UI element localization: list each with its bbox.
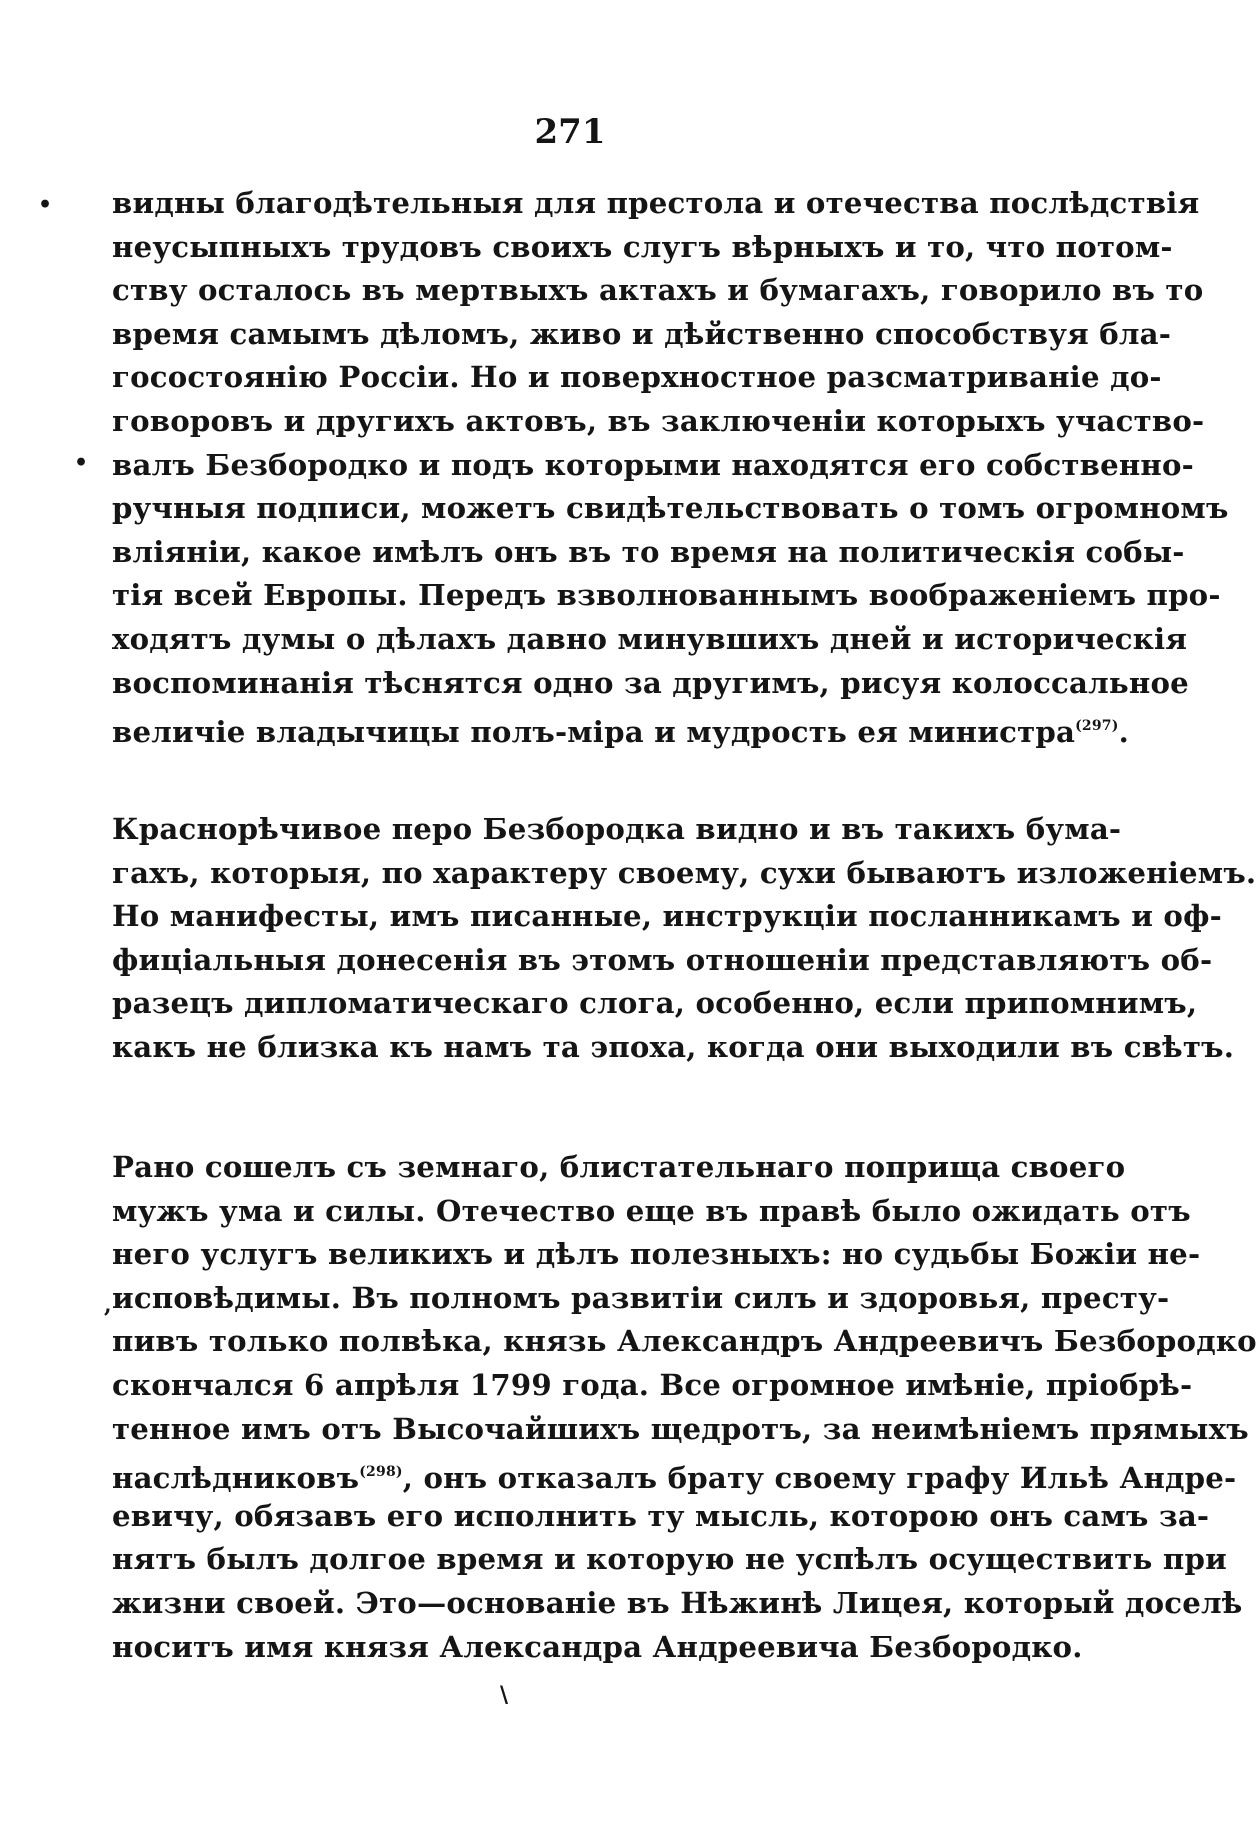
text-line: пивъ только полвѣка, князь Александръ Андреевичъ Безбородко [112, 1324, 1257, 1359]
text-line: госостоянію Россіи. Но и поверхностное разсматриваніе до- [112, 360, 1162, 395]
text-line: жизни своей. Это—основаніе въ Нѣжинѣ Лицея, который доселѣ [112, 1585, 1243, 1620]
text-line: разецъ дипломатическаго слога, особенно, если припомнимъ, [112, 986, 1198, 1021]
text-line: евичу, обязавъ его исполнить ту мысль, которою онъ самъ за- [112, 1498, 1210, 1533]
page-number: 271 [534, 112, 606, 152]
paragraph-2 [112, 808, 1257, 1070]
text-fragment: величіе владычицы полъ-міра и мудрость ея министра [112, 715, 1076, 750]
text-line: время самымъ дѣломъ, живо и дѣйственно способствуя бла- [112, 316, 1172, 351]
text-fragment: , онъ отказалъ брату своему графу Ильѣ Андре- [402, 1461, 1237, 1496]
text-line: Но манифесты, имъ писанные, инструкціи посланникамъ и оф- [112, 899, 1222, 934]
text-line: ству осталось въ мертвыхъ актахъ и бумагахъ, говорило въ то [112, 273, 1204, 308]
paragraph-3 [112, 1146, 1257, 1669]
text-line: говоровъ и другихъ актовъ, въ заключеніи которыхъ участво- [112, 403, 1205, 438]
text-line: какъ не близка къ намъ та эпоха, когда они выходили въ свѣтъ. [112, 1029, 1235, 1064]
text-line: валъ Безбородко и подъ которыми находятся его собственно- [112, 447, 1194, 482]
text-line: воспоминанія тѣснятся одно за другимъ, рисуя колоссальное [112, 665, 1189, 700]
text-line: тія всей Европы. Передъ взволнованнымъ воображеніемъ про- [112, 578, 1221, 613]
text-line: вліяніи, какое имѣлъ онъ въ то время на политическія собы- [112, 534, 1185, 569]
text-line: гахъ, которыя, по характеру своему, сухи бываютъ изложеніемъ. [112, 855, 1257, 890]
text-line: нятъ былъ долгое время и которую не успѣлъ осуществить при [112, 1542, 1227, 1577]
margin-mark: , [104, 1292, 112, 1318]
margin-mark: \ [500, 1682, 509, 1708]
text-line: ручныя подписи, можетъ свидѣтельствовать о томъ огромномъ [112, 491, 1229, 526]
text-line [112, 705, 1129, 750]
margin-mark: • [74, 450, 89, 476]
text-line: носитъ имя князя Александра Андреевича Безбородко. [112, 1629, 1083, 1664]
footnote-ref: (297) [1075, 718, 1119, 735]
paragraph-1 [112, 182, 1229, 750]
text-line: Рано сошелъ съ земнаго, блистательнаго поприща своего [112, 1150, 1126, 1184]
text-line: него услугъ великихъ и дѣлъ полезныхъ: но судьбы Божіи не- [112, 1237, 1201, 1272]
text-fragment: . [1118, 715, 1129, 750]
text-line: ходятъ думы о дѣлахъ давно минувшихъ дней и историческія [112, 621, 1188, 656]
footnote-ref: (298) [359, 1464, 403, 1481]
text-line: исповѣдимы. Въ полномъ развитіи силъ и здоровья, престу- [112, 1280, 1170, 1315]
text-line: Краснорѣчивое перо Безбородка видно и въ такихъ бума- [112, 812, 1122, 846]
text-line [112, 1451, 1237, 1496]
text-line: скончался 6 апрѣля 1799 года. Все огромное имѣніе, пріобрѣ- [112, 1367, 1193, 1402]
text-fragment: наслѣдниковъ [112, 1461, 360, 1496]
text-line: видны благодѣтельныя для престола и отечества послѣдствія [112, 186, 1200, 220]
margin-mark: • [38, 192, 53, 218]
text-line: неусыпныхъ трудовъ своихъ слугъ вѣрныхъ и то, что потом- [112, 229, 1173, 264]
text-line: мужъ ума и силы. Отечество еще въ правѣ было ожидать отъ [112, 1193, 1191, 1228]
text-line: тенное имъ отъ Высочайшихъ щедротъ, за неимѣніемъ прямыхъ [112, 1411, 1249, 1446]
text-line: фиціальныя донесенія въ этомъ отношеніи представляютъ об- [112, 942, 1213, 977]
